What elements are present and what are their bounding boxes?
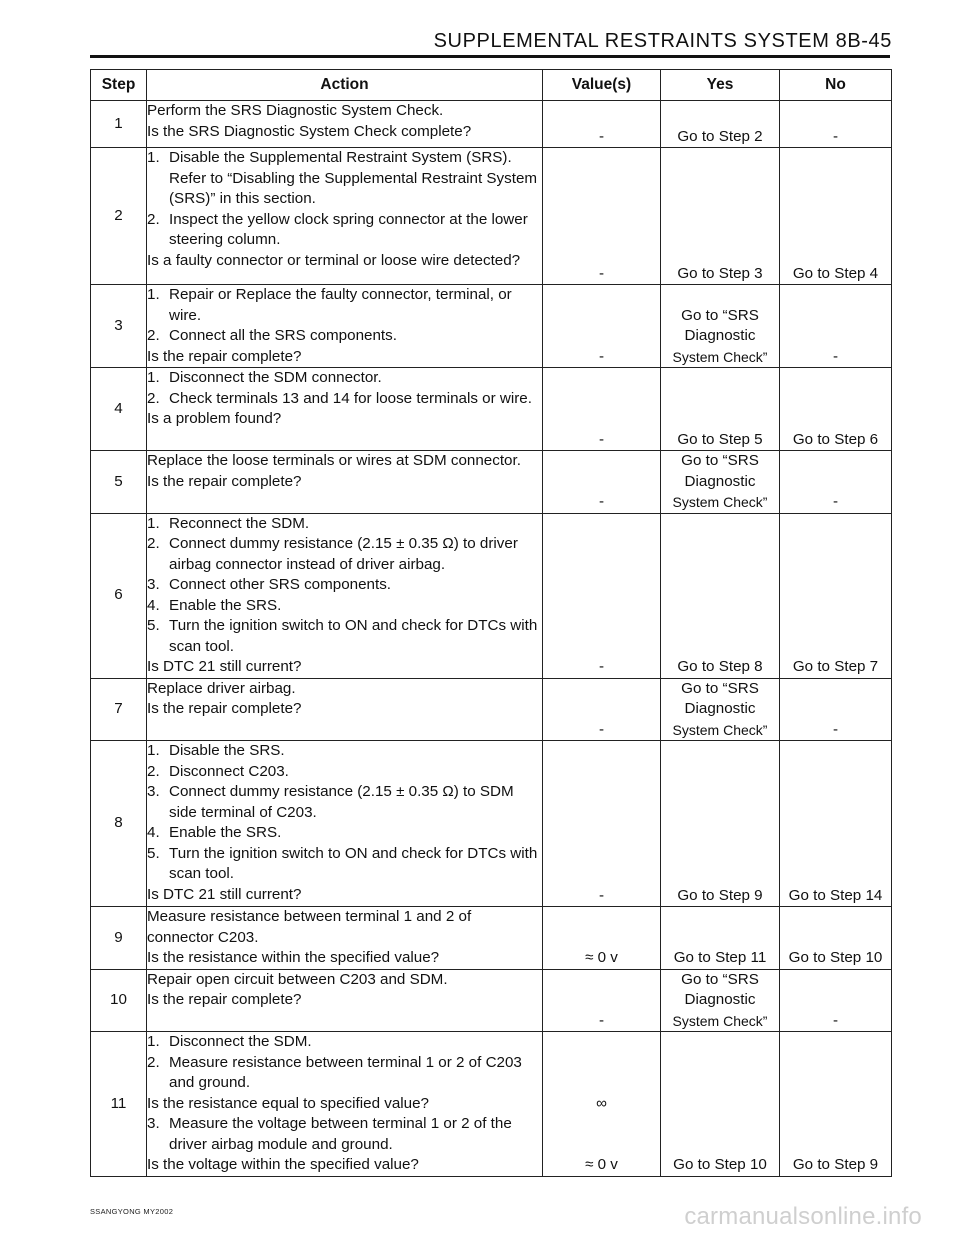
action-list-item xyxy=(147,575,542,596)
no-outcome: - xyxy=(780,285,892,368)
action-list-item xyxy=(147,148,542,210)
value-cell xyxy=(543,513,661,678)
action-item-number: 1. xyxy=(147,514,160,532)
table-row xyxy=(91,741,892,907)
action-question: Is the voltage within the specified value? xyxy=(147,1156,419,1173)
table-row xyxy=(91,969,892,1032)
yes-cell xyxy=(661,148,780,285)
action-question: Is DTC 21 still current? xyxy=(147,885,302,903)
action-item-text: Measure resistance between terminal 1 or 2 of C203 and ground. xyxy=(169,1053,522,1091)
action-item-text: Disconnect the SDM connector. xyxy=(169,369,382,386)
step-number: 1 xyxy=(91,101,147,148)
action-list-item xyxy=(147,1114,542,1155)
value-infinity: ∞ xyxy=(596,1094,607,1112)
value-cell xyxy=(543,1032,661,1177)
yes-cell xyxy=(661,678,780,741)
page-header-title: SUPPLEMENTAL RESTRAINTS SYSTEM 8B-45 xyxy=(433,30,892,52)
no-outcome: - xyxy=(780,969,892,1032)
value-cell xyxy=(543,969,661,1032)
action-list-item xyxy=(147,762,542,783)
no-outcome: - xyxy=(780,101,892,148)
yes-outcome: System Check” xyxy=(672,494,768,510)
action-item-number: 5. xyxy=(147,617,160,634)
action-text: Perform the SRS Diagnostic System Check. xyxy=(147,102,444,119)
footer-publisher: SSANGYONG MY2002 xyxy=(90,1207,174,1216)
action-item-text: Reconnect the SDM. xyxy=(169,514,310,532)
diagnostic-table xyxy=(90,69,892,1177)
yes-outcome: Go to Step 10 xyxy=(673,1156,767,1173)
action-item-text: Inspect the yellow clock spring connector at the lower steering column. xyxy=(169,210,528,248)
table-row xyxy=(91,368,892,451)
no-outcome: Go to Step 10 xyxy=(780,907,892,970)
value-cell xyxy=(543,148,661,285)
action-item-number: 1. xyxy=(147,286,160,303)
value-cell xyxy=(543,285,661,368)
no-outcome: Go to Step 7 xyxy=(780,513,892,678)
step-number: 11 xyxy=(91,1032,147,1177)
action-cell xyxy=(147,513,543,678)
action-item-number: 2. xyxy=(147,210,160,228)
action-item-text: Enable the SRS. xyxy=(169,596,282,614)
action-list-item xyxy=(147,285,542,326)
action-item-number: 2. xyxy=(147,389,160,407)
yes-cell xyxy=(661,907,780,970)
table-row xyxy=(91,678,892,741)
yes-cell xyxy=(661,513,780,678)
action-item-text: Disable the SRS. xyxy=(169,742,285,759)
value-cell xyxy=(543,678,661,741)
action-list-item xyxy=(147,326,542,347)
value-text: - xyxy=(598,347,605,365)
yes-outcome: Go to Step 2 xyxy=(677,127,763,145)
action-item-text: Check terminals 13 and 14 for loose terminals or wire. xyxy=(169,389,532,407)
action-item-number: 2. xyxy=(147,1053,160,1071)
action-item-text: Connect dummy resistance (2.15 ± 0.35 Ω) to SDM side terminal of C203. xyxy=(169,783,514,821)
action-list-item xyxy=(147,741,542,762)
action-cell xyxy=(147,368,543,451)
step-number: 10 xyxy=(91,969,147,1032)
value-approx-zero: ≈ 0 v xyxy=(585,1156,618,1173)
column-header-step: Step xyxy=(91,70,147,101)
action-item-text: Turn the ignition switch to ON and check for DTCs with scan tool. xyxy=(169,844,538,882)
action-question: Is the repair complete? xyxy=(147,472,302,490)
column-header-yes: Yes xyxy=(661,70,780,101)
action-list-item xyxy=(147,596,542,617)
yes-cell xyxy=(661,741,780,907)
yes-cell xyxy=(661,451,780,514)
yes-outcome: Go to Step 5 xyxy=(677,430,763,448)
yes-outcome: Diagnostic xyxy=(684,472,756,490)
action-text: Replace the loose terminals or wires at SDM connector. xyxy=(147,452,521,469)
table-header-row xyxy=(91,70,892,101)
yes-cell xyxy=(661,1032,780,1177)
column-header-no: No xyxy=(780,70,892,101)
action-cell xyxy=(147,1032,543,1177)
yes-outcome: Go to Step 3 xyxy=(677,264,763,282)
no-outcome: - xyxy=(780,451,892,514)
action-item-number: 2. xyxy=(147,327,160,344)
yes-outcome: System Check” xyxy=(672,721,768,738)
action-cell xyxy=(147,285,543,368)
table-row xyxy=(91,285,892,368)
yes-outcome: Go to “SRS xyxy=(681,452,759,469)
table-row xyxy=(91,148,892,285)
action-list-item xyxy=(147,210,542,251)
action-list-item xyxy=(147,514,542,535)
table-row xyxy=(91,1032,892,1177)
action-text: Measure resistance between terminal 1 and 2 of connector C203. xyxy=(147,908,472,946)
yes-outcome: Go to Step 9 xyxy=(677,886,763,904)
action-item-text: Repair or Replace the faulty connector, terminal, or wire. xyxy=(169,286,512,324)
action-text: Replace driver airbag. xyxy=(147,679,296,697)
action-cell xyxy=(147,907,543,970)
action-question: Is a problem found? xyxy=(147,410,282,427)
action-item-number: 2. xyxy=(147,762,160,780)
action-item-text: Disable the Supplemental Restraint System (SRS). Refer to “Disabling the Supplemental Restraint System (SRS)” in this section. xyxy=(169,149,538,207)
action-list-item xyxy=(147,1053,542,1094)
action-item-number: 2. xyxy=(147,535,160,552)
step-number: 3 xyxy=(91,285,147,368)
action-list-item xyxy=(147,1032,542,1053)
action-question: Is a faulty connector or terminal or loose wire detected? xyxy=(147,251,521,269)
yes-cell xyxy=(661,969,780,1032)
yes-cell xyxy=(661,101,780,148)
action-item-number: 3. xyxy=(147,783,160,800)
action-question: Is the resistance within the specified value? xyxy=(147,949,440,966)
action-cell xyxy=(147,101,543,148)
action-cell xyxy=(147,969,543,1032)
step-number: 9 xyxy=(91,907,147,970)
value-text: - xyxy=(598,658,605,675)
no-outcome: Go to Step 9 xyxy=(780,1032,892,1177)
action-list-item xyxy=(147,534,542,575)
watermark: carmanualsonline.info xyxy=(684,1203,922,1230)
action-item-number: 1. xyxy=(147,742,160,759)
no-outcome: - xyxy=(780,678,892,741)
column-header-action: Action xyxy=(147,70,543,101)
action-item-number: 4. xyxy=(147,824,160,841)
action-item-number: 1. xyxy=(147,149,160,166)
action-item-number: 1. xyxy=(147,369,160,386)
action-item-text: Connect dummy resistance (2.15 ± 0.35 Ω) to driver airbag connector instead of driver airbag. xyxy=(169,535,518,573)
action-cell xyxy=(147,678,543,741)
action-list-item xyxy=(147,389,542,410)
yes-outcome: Go to Step 11 xyxy=(673,949,767,966)
action-item-text: Measure the voltage between terminal 1 or 2 of the driver airbag module and ground. xyxy=(169,1115,512,1153)
no-outcome: Go to Step 4 xyxy=(780,148,892,285)
value-text: - xyxy=(598,127,605,145)
action-item-number: 1. xyxy=(147,1033,160,1050)
value-text: - xyxy=(598,493,605,510)
value-text: - xyxy=(598,886,605,904)
value-cell xyxy=(543,907,661,970)
column-header-values: Value(s) xyxy=(543,70,661,101)
action-list-item xyxy=(147,616,542,657)
action-question: Is the repair complete? xyxy=(147,991,302,1008)
action-question: Is the resistance equal to specified value? xyxy=(147,1094,429,1112)
action-list-item xyxy=(147,368,542,389)
action-item-text: Enable the SRS. xyxy=(169,824,282,841)
value-text: - xyxy=(598,264,605,282)
table-row xyxy=(91,907,892,970)
yes-outcome: Diagnostic xyxy=(684,327,756,344)
yes-outcome: Diagnostic xyxy=(684,700,756,717)
step-number: 5 xyxy=(91,451,147,514)
value-text: - xyxy=(598,1011,605,1029)
yes-outcome: Go to “SRS xyxy=(681,679,759,697)
value-cell xyxy=(543,101,661,148)
table-body xyxy=(91,101,892,1177)
action-question: Is DTC 21 still current? xyxy=(147,658,302,675)
action-item-number: 5. xyxy=(147,844,160,862)
action-item-text: Turn the ignition switch to ON and check for DTCs with scan tool. xyxy=(169,617,538,655)
yes-outcome: Go to “SRS xyxy=(681,306,759,324)
action-cell xyxy=(147,148,543,285)
action-item-number: 4. xyxy=(147,596,160,614)
step-number: 4 xyxy=(91,368,147,451)
action-cell xyxy=(147,451,543,514)
yes-outcome: Go to “SRS xyxy=(681,970,759,988)
value-text: - xyxy=(598,720,605,738)
yes-outcome: System Check” xyxy=(672,348,768,365)
step-number: 7 xyxy=(91,678,147,741)
action-item-text: Disconnect the SDM. xyxy=(169,1033,312,1050)
yes-outcome: Diagnostic xyxy=(684,991,756,1008)
value-text: - xyxy=(598,430,605,448)
action-item-text: Connect all the SRS components. xyxy=(169,327,397,344)
action-list-item xyxy=(147,782,542,823)
action-text: Repair open circuit between C203 and SDM. xyxy=(147,970,448,988)
value-cell xyxy=(543,451,661,514)
value-cell xyxy=(543,741,661,907)
action-question: Is the SRS Diagnostic System Check complete? xyxy=(147,122,472,140)
action-cell xyxy=(147,741,543,907)
no-outcome: Go to Step 6 xyxy=(780,368,892,451)
table-row xyxy=(91,101,892,148)
action-item-number: 3. xyxy=(147,576,160,593)
step-number: 8 xyxy=(91,741,147,907)
no-outcome: Go to Step 14 xyxy=(780,741,892,907)
action-item-text: Connect other SRS components. xyxy=(169,576,392,593)
action-item-number: 3. xyxy=(147,1115,160,1132)
step-number: 2 xyxy=(91,148,147,285)
action-item-text: Disconnect C203. xyxy=(169,762,289,780)
value-text: ≈ 0 v xyxy=(585,949,618,966)
header-rule xyxy=(90,55,890,58)
table-row xyxy=(91,451,892,514)
yes-outcome: Go to Step 8 xyxy=(677,658,763,675)
step-number: 6 xyxy=(91,513,147,678)
yes-cell xyxy=(661,368,780,451)
yes-outcome: System Check” xyxy=(672,1012,768,1029)
action-question: Is the repair complete? xyxy=(147,347,302,365)
action-list-item xyxy=(147,823,542,844)
action-list-item xyxy=(147,844,542,885)
table-row xyxy=(91,513,892,678)
yes-cell xyxy=(661,285,780,368)
value-cell xyxy=(543,368,661,451)
action-question: Is the repair complete? xyxy=(147,700,302,717)
